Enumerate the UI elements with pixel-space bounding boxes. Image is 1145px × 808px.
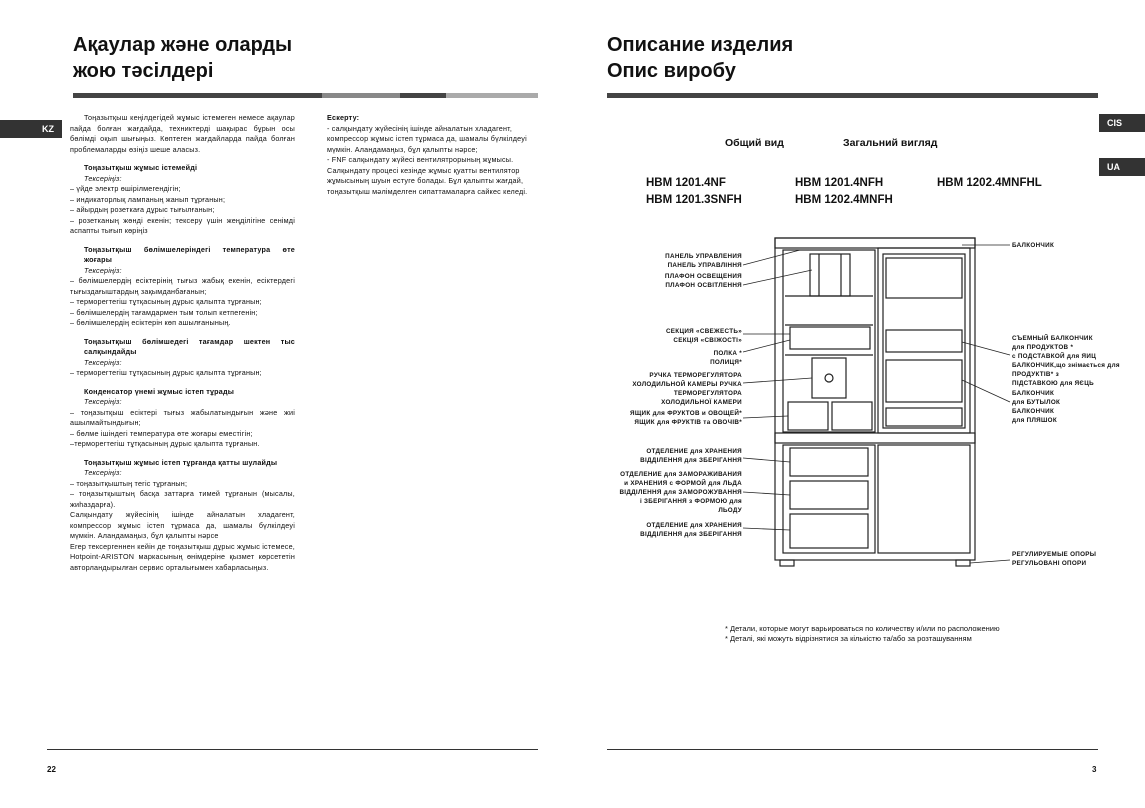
check-label: Тексеріңіз: [84, 468, 122, 477]
tab-ua-label: UA [1107, 162, 1120, 172]
label-line: ВІДДІЛЕННЯ для ЗБЕРІГАННЯ [640, 457, 742, 464]
section-heading: Тоңазытқыш бөлімшедегі тағамдар шектен тыс салқындайды [84, 336, 295, 356]
check-label: Тексеріңіз: [84, 173, 122, 183]
label-line: БАЛКОНЧИК [1012, 408, 1055, 415]
label-line: ПЛАФОН ОСВІТЛЕННЯ [665, 282, 742, 289]
label-freshness-section [632, 327, 742, 345]
label-crisper [612, 409, 742, 427]
body-text: – розетканың жөнді екенін; тексеру үшін жеңділігіне сенімді аспапты тығып көріңіз [70, 215, 295, 235]
label-line: и ХРАНЕНИЯ с ФОРМОЙ для ЛЬДА [624, 480, 742, 487]
label-line: ВІДДІЛЕННЯ для ЗБЕРІГАННЯ [640, 531, 742, 538]
label-line: ОТДЕЛЕНИЕ для ЗАМОРАЖИВАНИЯ [620, 471, 742, 478]
left-header-rule-accent-2 [446, 93, 538, 98]
model-label: HBM 1201.4NF [646, 177, 726, 189]
label-line: ХОЛОДИЛЬНОЇ КАМЕРИ [661, 399, 742, 406]
label-line: ПІДСТАВКОЮ для ЯЄЦЬ [1012, 380, 1094, 387]
label-line: для БУТЫЛОК [1012, 399, 1061, 406]
body-text: – айырдың розеткаға дұрыс тығылғанын; [70, 205, 215, 214]
body-text: – тоңазытқыштың тегіс тұрғанын; [70, 478, 188, 488]
tab-cis-label: CIS [1107, 118, 1123, 128]
body-text: – индикаторлық лампаның жанып тұрғанын; [70, 194, 226, 204]
model-label: HBM 1202.4MNFH [795, 194, 893, 206]
label-shelf [632, 349, 742, 367]
label-line: ВІДДІЛЕННЯ для ЗАМОРОЖУВАННЯ [619, 489, 742, 496]
label-line: БАЛКОНЧИК [1012, 390, 1055, 397]
left-note [327, 113, 539, 197]
label-storage-2 [622, 521, 742, 539]
note-title: Ескерту: [327, 113, 360, 122]
body-text: – бөлімшелердің тағамдармен тым толып кетпегенін; [70, 307, 258, 317]
check-label: Тексеріңіз: [84, 265, 122, 275]
check-label: Тексеріңіз: [84, 397, 122, 406]
footnotes [725, 624, 1000, 644]
label-line: ПОЛКА * [713, 350, 742, 357]
body-text: –терморегтегіш тұтқасының дұрыс қалыпта тұрғанын. [70, 439, 260, 448]
label-line: ПЛАФОН ОСВЕЩЕНИЯ [664, 273, 742, 280]
model-group-3 [937, 175, 1042, 192]
section-heading: Тоңазытқыш жұмыс істеп тұрғанда қатты шулайды [84, 457, 278, 467]
view-title-ru: Общий вид [725, 137, 784, 149]
model-label: HBM 1201.3SNFH [646, 194, 742, 206]
section-heading: Конденсатор үнемі жұмыс істеп тұрады [84, 386, 235, 396]
label-line: РЕГУЛЬОВАНІ ОПОРИ [1012, 560, 1087, 567]
body-text: – бөлме ішіндегі температура өте жоғары еместігін; [70, 428, 253, 438]
left-header-rule-accent [322, 93, 400, 98]
label-line: ХОЛОДИЛЬНОЙ КАМЕРЫ РУЧКА [632, 381, 742, 388]
right-header-rule [607, 93, 1098, 98]
footnote-ua: * Деталі, які можуть відрізнятися за кількістю та/або за розташуванням [725, 634, 972, 643]
label-line: ТЕРМОРЕГУЛЯТОРА [673, 390, 742, 397]
label-line: ОТДЕЛЕНИЕ для ХРАНЕНИЯ [646, 448, 742, 455]
label-bottle-balcony [1012, 389, 1122, 425]
label-balcony [1012, 241, 1122, 250]
check-label: Тексеріңіз: [84, 357, 122, 367]
freezer-compartment [783, 445, 875, 553]
right-title [607, 32, 907, 84]
label-line: СЕКЦИЯ «СВЕЖЕСТЬ» [665, 328, 742, 335]
label-line: для ПРОДУКТОВ * [1012, 344, 1074, 351]
fridge-door [878, 248, 970, 433]
label-line: ПОЛИЦЯ* [710, 359, 742, 366]
fridge-compartment [783, 250, 875, 432]
body-text: – терморегтегіш тұтқасының дұрыс қалыпта тұрғанын; [70, 368, 262, 377]
left-title-line-1: Ақаулар және оларды [73, 34, 293, 56]
body-text: – бөлімшелердің есіктерінің тығыз жабық екенін, есіктердегі тығыздағыштардың зақымданбағанын; [70, 276, 295, 296]
model-group-1 [646, 175, 742, 209]
body-text: – бөлімшелердің есіктерін көп ашылғанының. [70, 318, 231, 327]
model-label: HBM 1201.4NFH [795, 177, 884, 189]
section-heading: Тоңазытқыш бөлімшелеріндегі температура өте жоғары [84, 244, 295, 264]
footnote-ru: * Детали, которые могут варьироваться по количеству и/или по расположению [725, 624, 1000, 633]
tab-cis [1099, 114, 1145, 132]
body-text: Салқындату жүйесінің ішінде айналатын хладагент, компрессор жұмыс істеп тұрмаса да, шамалы бүлкілдеуі мүмкін. Аландамаңыз, бұл қалыпты нәрсе [70, 510, 295, 540]
note-line-1: - салқындату жүйесінің ішінде айналатын хладагент, компрессор жұмыс істеп тұрмаса да, шамалы бүлкілдеуі мүмкін. Аландамаңыз, бұл қалыпты нәрсе; [327, 123, 527, 154]
tab-ua [1099, 158, 1145, 176]
body-text: – үйде электр өшірілмегендігін; [70, 184, 181, 193]
body-text: – тоңазытқыш есіктері тығыз жабылатындығын және жиі ашылмайтындығын; [70, 407, 295, 427]
freezer-door [878, 445, 970, 553]
label-adjustable-feet [1012, 550, 1132, 568]
label-line: для ПЛЯШОК [1012, 417, 1057, 424]
view-title-ua: Загальний вигляд [843, 137, 938, 149]
body-text: – тоңазытқыштың басқа заттарға тимей тұрғанын (мысалы, жиһаздарға). [70, 489, 295, 509]
label-line: БАЛКОНЧИК,що знімається для ПРОДУКТІВ* з [1012, 362, 1120, 378]
left-footer-rule [47, 749, 538, 750]
body-text: Егер тексергеннен кейін де тоңазытқыш дұрыс жұмыс істемесе, Hotpoint-ARISTON маркасының өнімдеріне қызмет көрсететін авторландырылған сервис орталығымен хабарласыңыз. [70, 541, 295, 572]
label-removable-balcony [1012, 334, 1122, 388]
label-line: РЕГУЛИРУЕМЫЕ ОПОРЫ [1012, 551, 1097, 558]
right-page-number: 3 [1092, 765, 1097, 774]
left-title-line-2: жою тәсілдері [73, 60, 214, 82]
right-footer-rule [607, 749, 1098, 750]
section-heading: Тоңазытқыш жұмыс істемейді [84, 163, 198, 172]
body-text: – терморегтегіш тұтқасының дұрыс қалыпта тұрғанын; [70, 297, 262, 306]
right-title-line-2: Опис виробу [607, 60, 736, 82]
model-label: HBM 1202.4MNFHL [937, 177, 1042, 189]
label-line: РУЧКА ТЕРМОРЕГУЛЯТОРА [649, 372, 742, 379]
note-line-2: - FNF салқындату жүйесі вентилятрорының жұмысы. Салқындату процесі кезінде жұмыс қуатты вентилятор жұмысының шуын естуге болады. Бұл қалыпты жағдай, тоңазытқыш мәлімделген сипаттамаларға сайкес келеді. [327, 155, 528, 196]
left-title [73, 32, 373, 84]
label-line: ПАНЕЛЬ УПРАВЛІННЯ [667, 262, 742, 269]
right-title-line-1: Описание изделия [607, 34, 794, 56]
label-line: СЪЕМНЫЙ БАЛКОНЧИК [1012, 335, 1093, 342]
label-freezing [612, 470, 742, 515]
left-page-number: 22 [47, 765, 56, 774]
label-line: ОТДЕЛЕНИЕ для ХРАНЕНИЯ [646, 522, 742, 529]
label-line: СЕКЦІЯ «СВІЖОСТІ» [673, 337, 742, 344]
body-text: Тоңазытқыш кеңілдегідей жұмыс істемеген немесе ақаулар пайда болған жағдайда, техниктерді шақырас бұрын осы бөлімді оқып шығыңыз. Көптеген жағдайларда пайда болған проблемаларды өзіңіз шеше аласыз. [70, 113, 295, 154]
label-thermostat-knob [622, 371, 742, 407]
label-line: ЯЩИК для ФРУКТОВ и ОВОЩЕЙ* [630, 410, 742, 417]
label-line: ЯЩИК для ФРУКТІВ та ОВОЧІВ* [634, 419, 742, 426]
label-line: БАЛКОНЧИК [1012, 242, 1055, 249]
label-line: і ЗБЕРІГАННЯ з ФОРМОЮ для [639, 498, 742, 505]
tab-kz [0, 120, 62, 138]
label-line: ПАНЕЛЬ УПРАВЛЕНИЯ [665, 253, 742, 260]
label-light [632, 272, 742, 290]
label-line: ЛЬОДУ [718, 507, 742, 514]
left-column-1 [70, 113, 295, 573]
label-line: с ПОДСТАВКОЙ для ЯИЦ [1012, 353, 1097, 360]
label-control-panel [632, 252, 742, 270]
tab-kz-label: KZ [42, 124, 54, 134]
label-storage-1 [622, 447, 742, 465]
model-group-2 [795, 175, 893, 209]
